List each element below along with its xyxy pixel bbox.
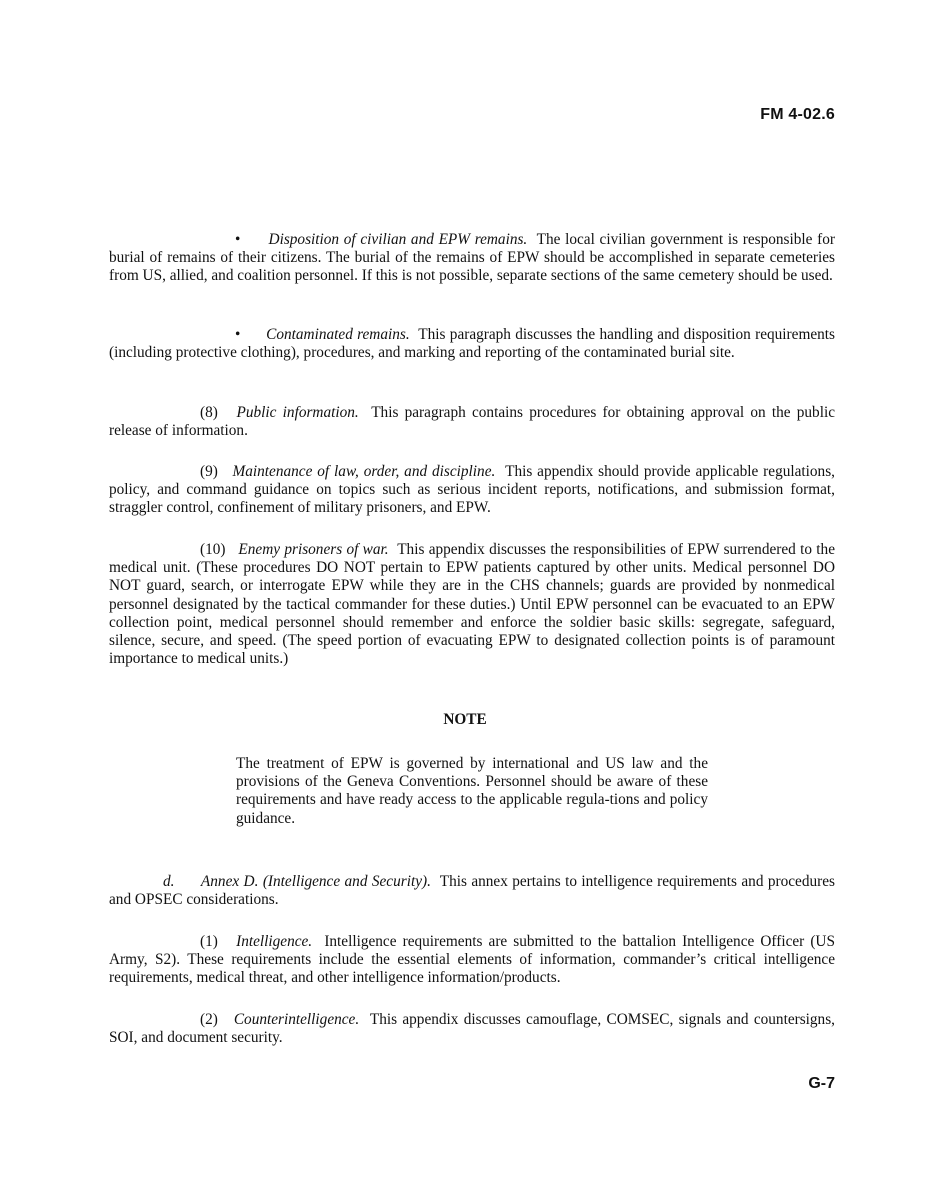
paragraph-title: Maintenance of law, order, and discipline. [232, 463, 496, 480]
paragraph-body: This appendix should provide applicable regulations, policy, and command guidance on topics such as serious incident reports, notifications, and submission format, straggler control, confinement of military prisoners, and EPW. [109, 463, 835, 517]
bullet-marker: • [235, 326, 241, 343]
note-body: The treatment of EPW is governed by international and US law and the provisions of the Geneva Conventions. Personnel should be aware of these requirements and have ready access to the applicable regula-tions and policy guidance. [236, 755, 708, 827]
paragraph-body: Intelligence requirements are submitted to the battalion Intelligence Officer (US Army, S2). These requirements include the essential elements of information, commander’s critical intelligence requirements, medical threat, and other intelligence information/products. [109, 933, 835, 987]
paragraph-number: (10) [200, 541, 226, 558]
bullet-marker: • [235, 231, 241, 248]
paragraph-title: Enemy prisoners of war. [238, 541, 389, 558]
paragraph-body: This annex pertains to intelligence requirements and procedures and OPSEC considerations. [109, 873, 835, 909]
paragraph-body: This appendix discusses the responsibilities of EPW surrendered to the medical unit. (These procedures DO NOT pertain to EPW patients captured by other units. Medical personnel DO NOT guard, search, or interrogate EPW while they are in the CHS channels; guards are provided by nonmedical personnel designated by the tactical commander for these duties.) Until EPW personnel can be evacuated to an EPW collection point, medical personnel should remember and enforce the soldier basic skills: segregate, safeguard, silence, secure, and speed. (The speed portion of evacuating EPW to designated collection points is of paramount importance to medical units.) [109, 541, 835, 668]
paragraph-title: Disposition of civilian and EPW remains. [268, 231, 528, 248]
paragraph-body: This paragraph contains procedures for obtaining approval on the public release of information. [109, 404, 835, 440]
paragraph-counterintelligence [109, 1011, 835, 1047]
document-code-header: FM 4-02.6 [760, 106, 835, 123]
paragraph-title: Annex D. (Intelligence and Security). [200, 873, 431, 890]
paragraph-annex-d [109, 873, 835, 909]
paragraph-title: Intelligence. [236, 933, 313, 950]
paragraph-intelligence [109, 933, 835, 988]
paragraph-body: The local civilian government is responsible for burial of remains of their citizens. The burial of the remains of EPW should be accomplished in separate cemeteries from US, allied, and coalition personnel. If this is not possible, separate sections of the same cemetery should be used. [109, 231, 835, 285]
paragraph-letter: d. [163, 873, 175, 890]
paragraph-public-information [109, 404, 835, 440]
paragraph-title: Public information. [236, 404, 359, 421]
paragraph-civilian-epw-remains [109, 231, 835, 286]
paragraph-number: (2) [200, 1011, 218, 1028]
note-heading: NOTE [443, 711, 487, 728]
paragraph-number: (1) [200, 933, 218, 950]
paragraph-title: Counterintelligence. [233, 1011, 360, 1028]
page-number: G-7 [808, 1075, 835, 1092]
paragraph-number: (9) [200, 463, 218, 480]
paragraph-title: Contaminated remains. [266, 326, 410, 343]
paragraph-enemy-prisoners-of-war [109, 541, 835, 668]
paragraph-number: (8) [200, 404, 218, 421]
paragraph-contaminated-remains [109, 326, 835, 362]
paragraph-body: This appendix discusses camouflage, COMSEC, signals and countersigns, SOI, and document security. [109, 1011, 835, 1047]
paragraph-law-order-discipline [109, 463, 835, 518]
paragraph-body: This paragraph discusses the handling and disposition requirements (including protective clothing), procedures, and marking and reporting of the contaminated burial site. [109, 326, 835, 362]
